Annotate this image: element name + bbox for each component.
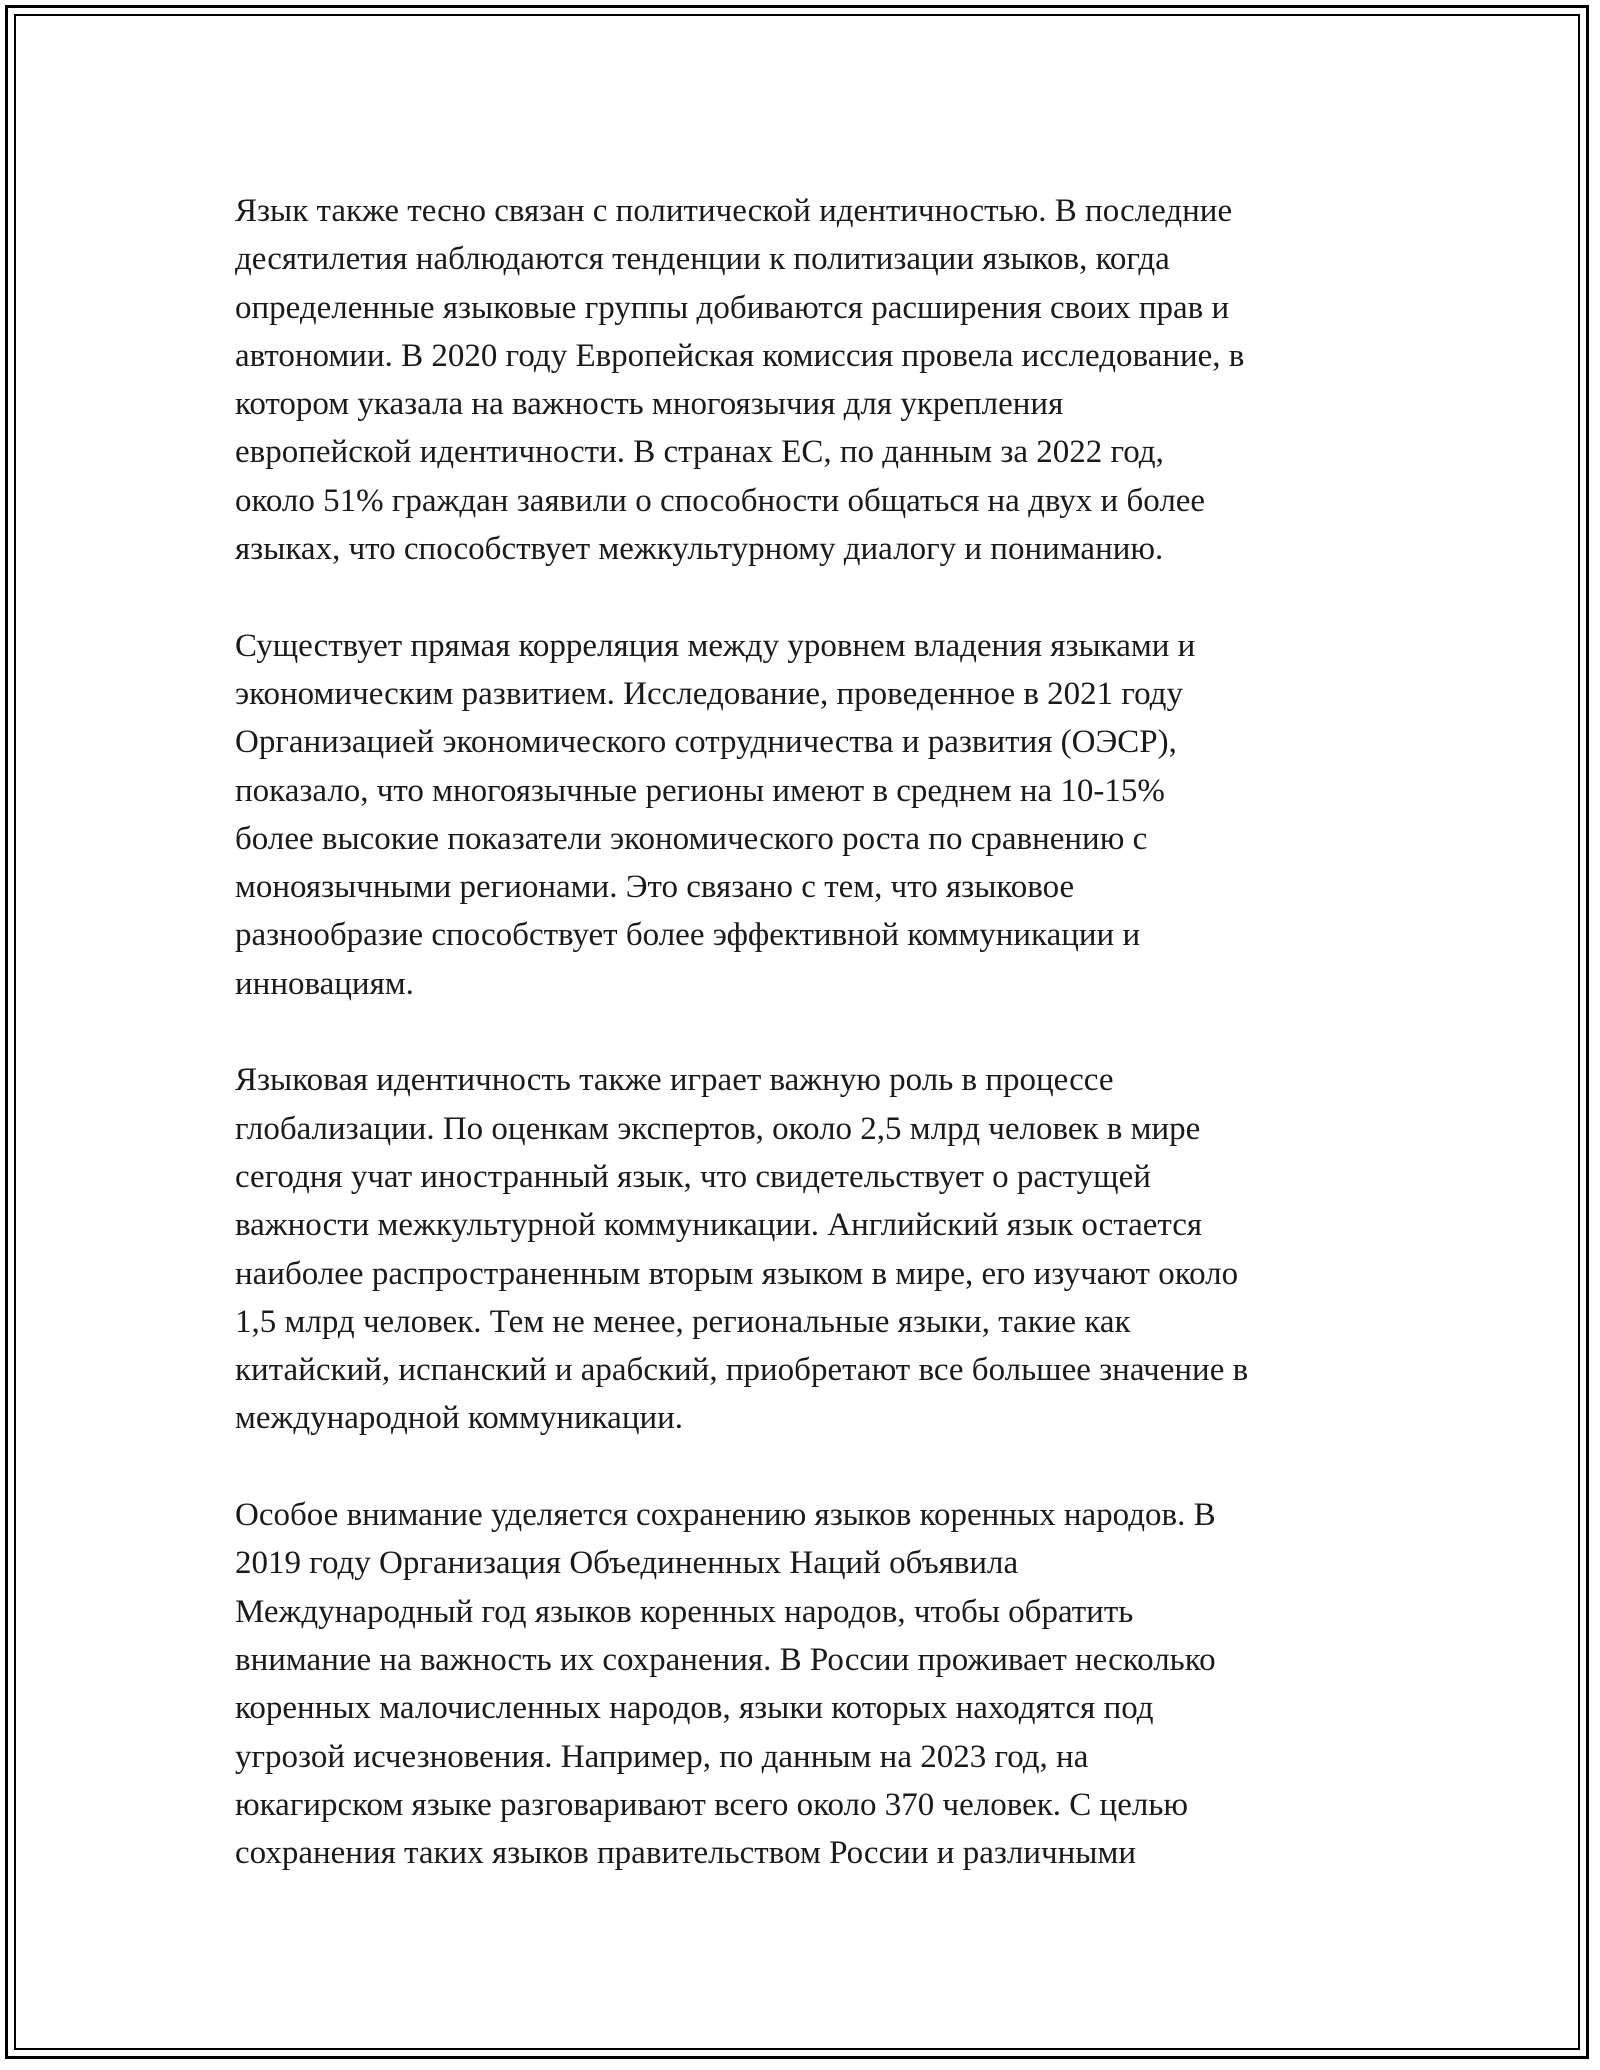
text-line: глобализации. По оценкам экспертов, около 2,5 млрд человек в мире [235,1110,1201,1147]
text-line: сегодня учат иностранный язык, что свидетельствует о растущей [235,1158,1151,1195]
text-line: внимание на важность их сохранения. В России проживает несколько [235,1641,1216,1678]
text-line: автономии. В 2020 году Европейская комиссия провела исследование, в [235,337,1245,374]
text-line: Особое внимание уделяется сохранению языков коренных народов. В [235,1497,1216,1534]
text-line: моноязычными регионами. Это связано с тем, что языковое [235,869,1075,906]
text-line: важности межкультурной коммуникации. Английский язык остается [235,1207,1203,1244]
text-line: показало, что многоязычные регионы имеют в среднем на 10-15% [235,772,1165,809]
document-body [235,187,1395,1926]
text-line: китайский, испанский и арабский, приобретают все большее значение в [235,1352,1249,1389]
text-line: Существует прямая корреляция между уровнем владения языками и [235,627,1196,664]
text-line: котором указала на важность многоязычия для укрепления [235,386,1064,423]
text-line: около 51% граждан заявили о способности общаться на двух и более [235,482,1206,519]
paragraph-indigenous-languages [235,1491,1395,1877]
paragraph-globalization [235,1056,1395,1442]
text-line: угрозой исчезновения. Например, по данным на 2023 год, на [235,1738,1089,1775]
text-line: европейской идентичности. В странах ЕС, по данным за 2022 год, [235,434,1164,471]
text-line: сохранения таких языков правительством России и различными [235,1835,1136,1872]
text-line: 2019 году Организация Объединенных Наций объявила [235,1545,1019,1582]
paragraph-economic-correlation [235,622,1395,1008]
text-line: 1,5 млрд человек. Тем не менее, региональные языки, такие как [235,1303,1131,1340]
text-line: коренных малочисленных народов, языки которых находятся под [235,1690,1154,1727]
text-line: Организацией экономического сотрудничества и развития (ОЭСР), [235,724,1177,761]
text-line: определенные языковые группы добиваются расширения своих прав и [235,289,1230,326]
text-line: юкагирском языке разговаривают всего около 370 человек. С целью [235,1786,1189,1823]
text-line: более высокие показатели экономического роста по сравнению с [235,820,1148,857]
paragraph-political-identity [235,187,1395,573]
text-line: международной коммуникации. [235,1400,684,1437]
text-line: наиболее распространенным вторым языком в мире, его изучают около [235,1255,1239,1292]
text-line: экономическим развитием. Исследование, проведенное в 2021 году [235,675,1183,712]
text-line: языках, что способствует межкультурному диалогу и пониманию. [235,531,1164,568]
text-line: Языковая идентичность также играет важную роль в процессе [235,1062,1114,1099]
text-line: инновациям. [235,965,414,1002]
text-line: Международный год языков коренных народов, чтобы обратить [235,1593,1134,1630]
text-line: разнообразие способствует более эффективной коммуникации и [235,917,1141,954]
text-line: Язык также тесно связан с политической идентичностью. В последние [235,193,1233,229]
text-line: десятилетия наблюдаются тенденции к политизации языков, когда [235,241,1170,278]
